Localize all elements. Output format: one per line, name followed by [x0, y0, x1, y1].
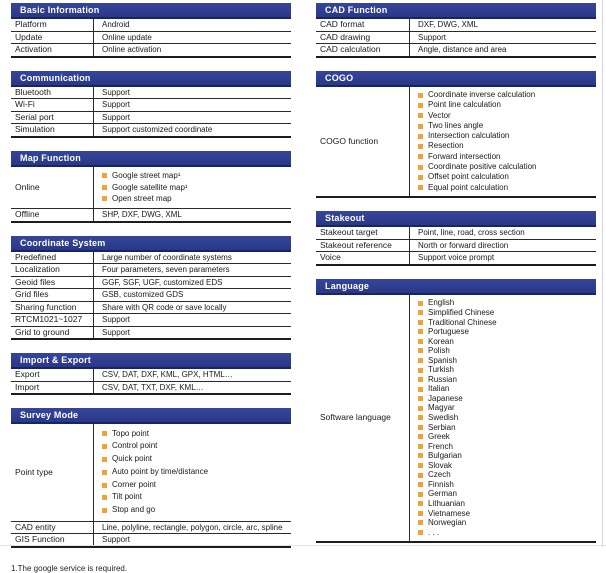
bullet-item [418, 403, 497, 413]
table-row [11, 369, 291, 382]
table-row [316, 44, 596, 56]
table-survey-mode [11, 408, 291, 548]
table-row [316, 87, 596, 197]
page-edge-right [602, 0, 603, 547]
row-label: Stakeout target [316, 227, 410, 239]
bullet-square-icon [102, 185, 107, 190]
row-label: Software language [316, 295, 410, 541]
bullet-item [418, 499, 497, 509]
bullet-item-text: Stop and go [112, 505, 156, 515]
row-value: Support [102, 315, 131, 324]
table-row [11, 252, 291, 265]
bullet-list [418, 296, 497, 540]
bullet-item [418, 308, 497, 318]
column-right [316, 3, 596, 556]
table-row [11, 277, 291, 290]
table-row [11, 44, 291, 56]
table-body [11, 252, 291, 341]
row-value: Support [418, 32, 447, 42]
row-value: Support [102, 112, 131, 122]
table-row [11, 289, 291, 302]
row-label: Update [11, 32, 94, 44]
bullet-square-icon [102, 431, 107, 436]
table-body [316, 227, 596, 266]
table-title: Basic Information [20, 5, 100, 15]
row-label: Platform [11, 19, 94, 31]
bullet-square-icon [418, 530, 423, 535]
bullet-square-icon [418, 473, 423, 478]
row-label: Bluetooth [11, 87, 94, 99]
row-label: Export [11, 369, 94, 381]
column-left [11, 3, 291, 561]
table-title: Map Function [20, 152, 81, 163]
bullet-item [102, 453, 208, 466]
bullet-item-text: Control point [112, 441, 158, 451]
row-label: CAD calculation [316, 44, 410, 56]
bullet-item-text: Tilt point [112, 492, 142, 502]
row-value: Line, polyline, rectangle, polygon, circle, arc, spline [102, 522, 283, 532]
bullet-item [418, 365, 497, 375]
bullet-item-text: Swedish [428, 413, 459, 423]
table-import-export [11, 353, 291, 395]
table-title: Stakeout [325, 213, 365, 224]
bullet-square-icon [102, 457, 107, 462]
table-title: Import & Export [20, 355, 92, 365]
bullet-item [418, 432, 497, 442]
row-label: CAD entity [11, 522, 94, 534]
row-value: GSB, customized GDS [102, 290, 184, 299]
table-header [316, 3, 596, 19]
row-label: Online [11, 167, 94, 209]
bullet-square-icon [418, 453, 423, 458]
bullet-square-icon [102, 508, 107, 513]
bullet-item [102, 440, 208, 453]
table-language [316, 279, 596, 543]
bullet-item-text: Portuguese [428, 327, 469, 337]
bullet-item [102, 170, 188, 182]
bullet-item [418, 442, 497, 452]
bullet-square-icon [418, 113, 423, 118]
table-title: Communication [20, 72, 91, 83]
table-row [316, 227, 596, 240]
row-label: Geoid files [11, 277, 94, 289]
bullet-square-icon [418, 124, 423, 129]
row-value: DXF, DWG, XML [418, 20, 479, 29]
row-label: Grid to ground [11, 327, 94, 339]
table-header [11, 71, 291, 87]
table-row [11, 327, 291, 339]
bullet-square-icon [418, 520, 423, 525]
table-row [11, 87, 291, 100]
table-row [11, 424, 291, 522]
bullet-item [418, 318, 497, 328]
bullet-item-text: Finnish [428, 479, 454, 489]
table-body [316, 295, 596, 543]
bullet-item-text: Simplified Chinese [428, 308, 495, 318]
table-title: Coordinate System [20, 237, 106, 248]
bullet-square-icon [418, 154, 423, 159]
table-body [11, 19, 291, 58]
bullet-item-text: Topo point [112, 428, 149, 438]
bullet-item-text: Intersection calculation [428, 131, 510, 141]
bullet-square-icon [418, 310, 423, 315]
table-body [316, 87, 596, 199]
row-value: Large number of coordinate systems [102, 252, 232, 262]
bullet-square-icon [418, 425, 423, 430]
bullet-item [418, 111, 537, 121]
table-body [11, 424, 291, 548]
bullet-square-icon [418, 329, 423, 334]
row-label: Localization [11, 264, 94, 276]
bullet-square-icon [418, 387, 423, 392]
row-value: CSV, DAT, TXT, DXF, KML… [102, 382, 204, 392]
row-value: Share with QR code or save locally [102, 302, 227, 312]
row-label: Serial port [11, 112, 94, 124]
bullet-item-text: Open street map [112, 194, 172, 203]
row-value [94, 424, 291, 521]
table-row [11, 302, 291, 315]
bullet-square-icon [102, 173, 107, 178]
table-header [11, 408, 291, 424]
table-stakeout [316, 211, 596, 266]
table-row [11, 209, 291, 221]
bullet-item-text: Coordinate inverse calculation [428, 90, 536, 99]
bullet-item-text: Norwegian [428, 518, 467, 528]
bullet-item [418, 162, 537, 172]
row-value: Support voice prompt [418, 253, 495, 263]
row-value: Support [102, 87, 131, 97]
row-label: GIS Function [11, 534, 94, 546]
bullet-item-text: . . . [428, 527, 440, 537]
bullet-item [102, 479, 208, 492]
row-label: Import [11, 382, 94, 394]
table-cad-function [316, 3, 596, 58]
bullet-square-icon [418, 185, 423, 190]
bullet-item-text: German [428, 489, 457, 499]
row-value: North or forward direction [418, 240, 509, 250]
bullet-item [418, 423, 497, 433]
table-body [316, 19, 596, 58]
bullet-item-text: Vector [428, 110, 451, 120]
table-header [316, 211, 596, 227]
bullet-item [102, 193, 188, 205]
table-row [11, 167, 291, 210]
footnote: 1.The google service is required. [11, 563, 128, 573]
row-value: GGF, SGF, UGF, customized EDS [102, 277, 223, 287]
table-row [316, 32, 596, 45]
table-coordinate-system [11, 236, 291, 341]
table-row [11, 112, 291, 125]
bullet-item [418, 152, 537, 162]
row-label: Offline [11, 209, 94, 221]
bullet-square-icon [418, 501, 423, 506]
bullet-square-icon [418, 396, 423, 401]
bullet-item [418, 298, 497, 308]
table-title: CAD Function [325, 5, 388, 15]
bullet-item-text: Russian [428, 374, 457, 384]
bullet-item [418, 90, 537, 100]
row-value: Four parameters, seven parameters [102, 265, 230, 274]
row-value: Angle, distance and area [418, 45, 507, 54]
bullet-item-text: Korean [428, 336, 454, 346]
table-header [11, 353, 291, 369]
row-value [94, 167, 291, 209]
row-value: Support [102, 535, 131, 545]
bullet-square-icon [418, 93, 423, 98]
bullet-item [102, 466, 208, 479]
row-label: Point type [11, 424, 94, 521]
table-row [11, 314, 291, 327]
bullet-item [418, 337, 497, 347]
row-value [410, 295, 596, 541]
bullet-square-icon [418, 165, 423, 170]
bullet-square-icon [418, 492, 423, 497]
bullet-item-text: Coordinate positive calculation [428, 162, 537, 172]
bullet-item [418, 346, 497, 356]
bullet-item [418, 461, 497, 471]
bullet-square-icon [418, 320, 423, 325]
row-label: Wi-Fi [11, 99, 94, 111]
table-row [11, 264, 291, 277]
row-value: Support customized coordinate [102, 125, 213, 134]
bullet-item-text: Lithuanian [428, 498, 465, 508]
bullet-square-icon [418, 511, 423, 516]
bullet-item-text: English [428, 298, 455, 308]
table-row [11, 522, 291, 535]
table-header [11, 3, 291, 19]
bullet-square-icon [418, 482, 423, 487]
table-row [316, 252, 596, 264]
table-row [11, 99, 291, 112]
bullet-item [418, 384, 497, 394]
bullet-item-text: Japanese [428, 393, 463, 403]
table-header [316, 71, 596, 87]
row-value: Online update [102, 32, 152, 42]
bullet-square-icon [418, 434, 423, 439]
table-title: Language [325, 280, 370, 291]
bullet-list [102, 425, 208, 520]
bullet-item-text: Quick point [112, 454, 153, 464]
bullet-item-text: Czech [428, 470, 451, 480]
row-label: CAD format [316, 19, 410, 31]
bullet-item [418, 451, 497, 461]
bullet-item [418, 356, 497, 366]
row-value: Support [102, 327, 131, 337]
table-header [11, 236, 291, 252]
bullet-item-text: Bulgarian [428, 451, 462, 461]
bullet-item [102, 182, 188, 194]
table-row [316, 19, 596, 32]
bullet-item-text: Corner point [112, 479, 157, 489]
row-label: Activation [11, 44, 94, 56]
table-title: Survey Mode [20, 410, 79, 420]
row-value: Online activation [102, 45, 162, 54]
table-row [11, 382, 291, 394]
bullet-item-text: Traditional Chinese [428, 317, 497, 327]
row-label: Voice [316, 252, 410, 264]
bullet-item [418, 470, 497, 480]
bullet-item-text: Resection [428, 141, 464, 151]
bullet-item-text: Google street map¹ [112, 171, 181, 180]
bullet-item-text: Forward intersection [428, 151, 501, 161]
table-row [316, 240, 596, 253]
bullet-item [418, 327, 497, 337]
bullet-item [418, 528, 497, 538]
row-value [410, 87, 596, 197]
table-header [11, 151, 291, 167]
bullet-square-icon [418, 144, 423, 149]
row-label: COGO function [316, 87, 410, 197]
row-label: Simulation [11, 124, 94, 136]
table-map-function [11, 151, 291, 223]
bullet-square-icon [418, 415, 423, 420]
table-communication [11, 71, 291, 138]
bullet-square-icon [102, 483, 107, 488]
bullet-item-text: Turkish [428, 365, 454, 375]
row-value: Support [102, 100, 131, 109]
row-label: Predefined [11, 252, 94, 264]
bullet-square-icon [418, 358, 423, 363]
bullet-item-text: Serbian [428, 422, 456, 432]
bullet-item [102, 491, 208, 504]
bullet-item [418, 413, 497, 423]
bullet-item [418, 480, 497, 490]
bullet-item-text: Italian [428, 384, 450, 394]
bullet-item [418, 141, 537, 151]
bullet-item-text: Offset point calculation [428, 172, 509, 182]
bullet-item [418, 509, 497, 519]
bullet-square-icon [418, 368, 423, 373]
bullet-item [418, 172, 537, 182]
bullet-item [418, 375, 497, 385]
bullet-square-icon [418, 444, 423, 449]
table-body [11, 167, 291, 223]
row-value: CSV, DAT, DXF, KML, GPX, HTML… [102, 370, 233, 379]
bullet-item [418, 100, 537, 110]
bullet-square-icon [418, 103, 423, 108]
bullet-square-icon [102, 196, 107, 201]
bullet-item-text: French [428, 441, 453, 451]
table-header [316, 279, 596, 295]
table-row [316, 295, 596, 541]
page-edge-bottom [0, 545, 606, 546]
bullet-square-icon [418, 377, 423, 382]
bullet-list [102, 168, 188, 208]
bullet-item [418, 518, 497, 528]
bullet-item-text: Two lines angle [428, 120, 484, 130]
row-label: Grid files [11, 289, 94, 301]
bullet-square-icon [418, 134, 423, 139]
bullet-square-icon [418, 406, 423, 411]
bullet-square-icon [102, 495, 107, 500]
bullet-item-text: Point line calculation [428, 100, 501, 110]
row-label: RTCM1021~1027 [11, 314, 94, 326]
bullet-item [418, 121, 537, 131]
bullet-item-text: Equal point calculation [428, 182, 509, 192]
bullet-item [102, 504, 208, 517]
table-columns [11, 3, 596, 561]
table-basic-information [11, 3, 291, 58]
bullet-item-text: Magyar [428, 403, 455, 413]
row-value: SHP, DXF, DWG, XML [102, 210, 182, 219]
bullet-item-text: Slovak [428, 460, 453, 470]
bullet-item [418, 489, 497, 499]
bullet-square-icon [418, 175, 423, 180]
bullet-item [418, 394, 497, 404]
bullet-item-text: Greek [428, 432, 450, 442]
bullet-item [418, 183, 537, 193]
table-row [11, 124, 291, 136]
bullet-list [418, 88, 537, 196]
table-cogo [316, 71, 596, 199]
table-body [11, 369, 291, 395]
table-row [11, 534, 291, 546]
row-label: CAD drawing [316, 32, 410, 44]
row-value: Point, line, road, cross section [418, 228, 525, 238]
bullet-item-text: Auto point by time/distance [112, 466, 209, 476]
bullet-square-icon [418, 301, 423, 306]
table-title: COGO [325, 72, 354, 83]
row-value: Android [102, 20, 130, 29]
table-row [11, 32, 291, 45]
bullet-item [102, 428, 208, 441]
bullet-item-text: Polish [428, 346, 450, 356]
bullet-item-text: Google satellite map¹ [112, 182, 188, 192]
bullet-item [418, 131, 537, 141]
bullet-square-icon [102, 444, 107, 449]
row-label: Sharing function [11, 302, 94, 314]
bullet-item-text: Vietnamese [428, 508, 471, 518]
bullet-square-icon [418, 339, 423, 344]
bullet-square-icon [418, 463, 423, 468]
bullet-square-icon [418, 348, 423, 353]
bullet-item-text: Spanish [428, 355, 457, 365]
bullet-square-icon [102, 470, 107, 475]
table-row [11, 19, 291, 32]
row-label: Stakeout reference [316, 240, 410, 252]
table-body [11, 87, 291, 138]
